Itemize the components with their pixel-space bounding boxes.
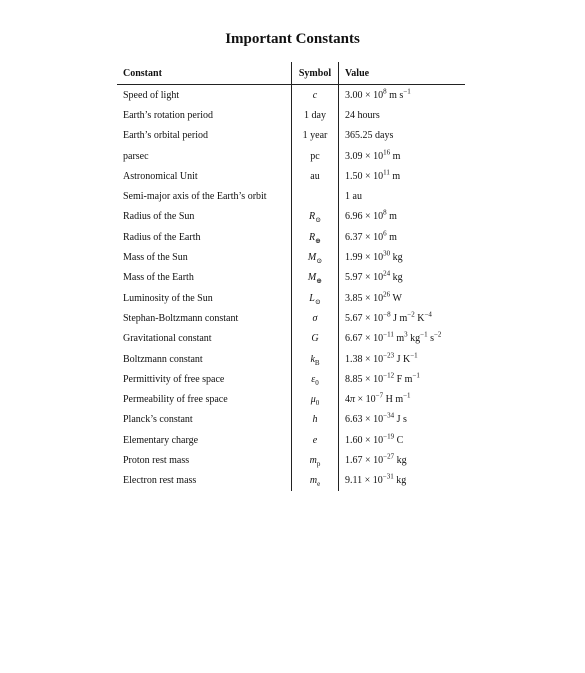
constant-value: $1.99 \times 10^{30}$ kg	[345, 249, 403, 264]
constant-name: Semi-major axis of the Earth’s orbit	[123, 191, 267, 203]
constant-symbol: $R_⊙$	[292, 207, 339, 227]
constant-symbol: pc	[292, 146, 339, 166]
constant-symbol: $\mu_0$	[292, 389, 339, 409]
table-row	[117, 146, 465, 166]
constants-table	[117, 62, 465, 491]
table-header-row	[117, 62, 465, 85]
constant-value: $3.09 \times 10^{16}$ m	[345, 148, 401, 162]
table-row	[117, 308, 465, 328]
constant-name: Electron rest mass	[123, 475, 197, 487]
constant-name: Planck’s constant	[123, 414, 193, 426]
constant-value: $8.85 \times 10^{-12}$ F $m^{-1}$	[345, 371, 420, 385]
table-row	[117, 268, 465, 288]
constant-name: Stephan-Boltzmann constant	[123, 312, 239, 324]
table-row	[117, 471, 465, 491]
table-row	[117, 247, 465, 267]
constant-value: $1.60 \times 10^{-19}$ C	[345, 432, 404, 446]
constant-symbol: $M_\oplus$	[292, 268, 339, 288]
table-row	[117, 227, 465, 247]
table-row	[117, 186, 465, 206]
constant-name: Elementary charge	[123, 434, 199, 446]
table-row	[117, 126, 465, 146]
constant-symbol: $M_⊙$	[292, 247, 339, 267]
constant-value: $3.00 \times 10^8$ m $s^{-1}$	[345, 87, 411, 101]
constant-value: $5.97 \times 10^{24}$ kg	[345, 269, 403, 284]
table-row	[117, 410, 465, 430]
table-row	[117, 105, 465, 125]
constant-symbol: $R_\oplus$	[292, 227, 339, 247]
constant-value: $6.67 \times 10^{-11}$ $m^3$ $kg^{-1}$ $s^{-2}$	[345, 330, 442, 345]
constant-value: $6.96 \times 10^8$ m	[345, 209, 397, 223]
constant-name: Luminosity of the Sun	[123, 292, 213, 304]
constant-symbol: e	[292, 430, 339, 450]
constant-symbol: $\varepsilon_0$	[292, 369, 339, 389]
constant-name: Mass of the Sun	[123, 252, 188, 264]
constant-name: Earth’s orbital period	[123, 130, 208, 142]
header-symbol: Symbol	[292, 62, 339, 85]
table-row	[117, 389, 465, 409]
constant-value: $9.11 \times 10^{-31}$ kg	[345, 472, 407, 487]
constant-value: $1.38 \times 10^{-23}$ J $K^{-1}$	[345, 351, 418, 365]
constant-name: Speed of light	[123, 89, 180, 101]
constant-symbol	[292, 186, 339, 206]
constant-value: $4\pi \times 10^{-7}$ H $m^{-1}$	[345, 391, 411, 406]
constant-symbol: 1 year	[292, 126, 339, 146]
table-row	[117, 288, 465, 308]
constant-symbol: c	[292, 85, 339, 106]
constant-name: Astronomical Unit	[123, 170, 198, 182]
constant-value: 24 hours	[345, 109, 380, 121]
constant-name: Radius of the Earth	[123, 231, 201, 243]
table-row	[117, 430, 465, 450]
header-constant: Constant	[123, 67, 162, 79]
constant-name: Permittivity of free space	[123, 373, 225, 385]
constant-symbol: $m_p$	[292, 450, 339, 470]
table-row	[117, 369, 465, 389]
table-row	[117, 349, 465, 369]
table-row	[117, 166, 465, 186]
constant-symbol: au	[292, 166, 339, 186]
constant-value: $3.85 \times 10^{26}$ W	[345, 290, 402, 304]
constant-name: Mass of the Earth	[123, 272, 194, 284]
constant-value: $1.50 \times 10^{11}$ m	[345, 168, 401, 182]
constant-value: 365.25 days	[345, 130, 394, 142]
constant-name: Radius of the Sun	[123, 211, 195, 223]
constant-value: 1 au	[345, 191, 362, 203]
page-title: Important Constants	[225, 31, 360, 47]
table-row	[117, 329, 465, 349]
constant-name: parsec	[123, 150, 149, 162]
table-row	[117, 85, 465, 106]
constant-name: Earth’s rotation period	[123, 109, 213, 121]
constant-value: $6.63 \times 10^{-34}$ J s	[345, 412, 407, 426]
constant-name: Gravitational constant	[123, 333, 212, 345]
constant-symbol: $k_B$	[292, 349, 339, 369]
constant-symbol: G	[292, 329, 339, 349]
table-row	[117, 207, 465, 227]
constant-symbol: 1 day	[292, 105, 339, 125]
constant-value: $1.67 \times 10^{-27}$ kg	[345, 452, 407, 466]
constant-symbol: $L_⊙$	[292, 288, 339, 308]
constant-name: Proton rest mass	[123, 454, 190, 466]
constant-name: Permeability of free space	[123, 394, 228, 406]
constants-table-body	[117, 85, 465, 491]
constant-value: $5.67 \times 10^{-8}$ J $m^{-2}$ $K^{-4}$	[345, 310, 432, 324]
constant-symbol: σ	[292, 308, 339, 328]
constant-symbol: $m_e$	[292, 471, 339, 491]
constant-symbol: h	[292, 410, 339, 430]
constant-value: $6.37 \times 10^6$ m	[345, 229, 397, 243]
constant-name: Boltzmann constant	[123, 353, 203, 365]
header-value: Value	[345, 67, 370, 79]
table-row	[117, 450, 465, 470]
